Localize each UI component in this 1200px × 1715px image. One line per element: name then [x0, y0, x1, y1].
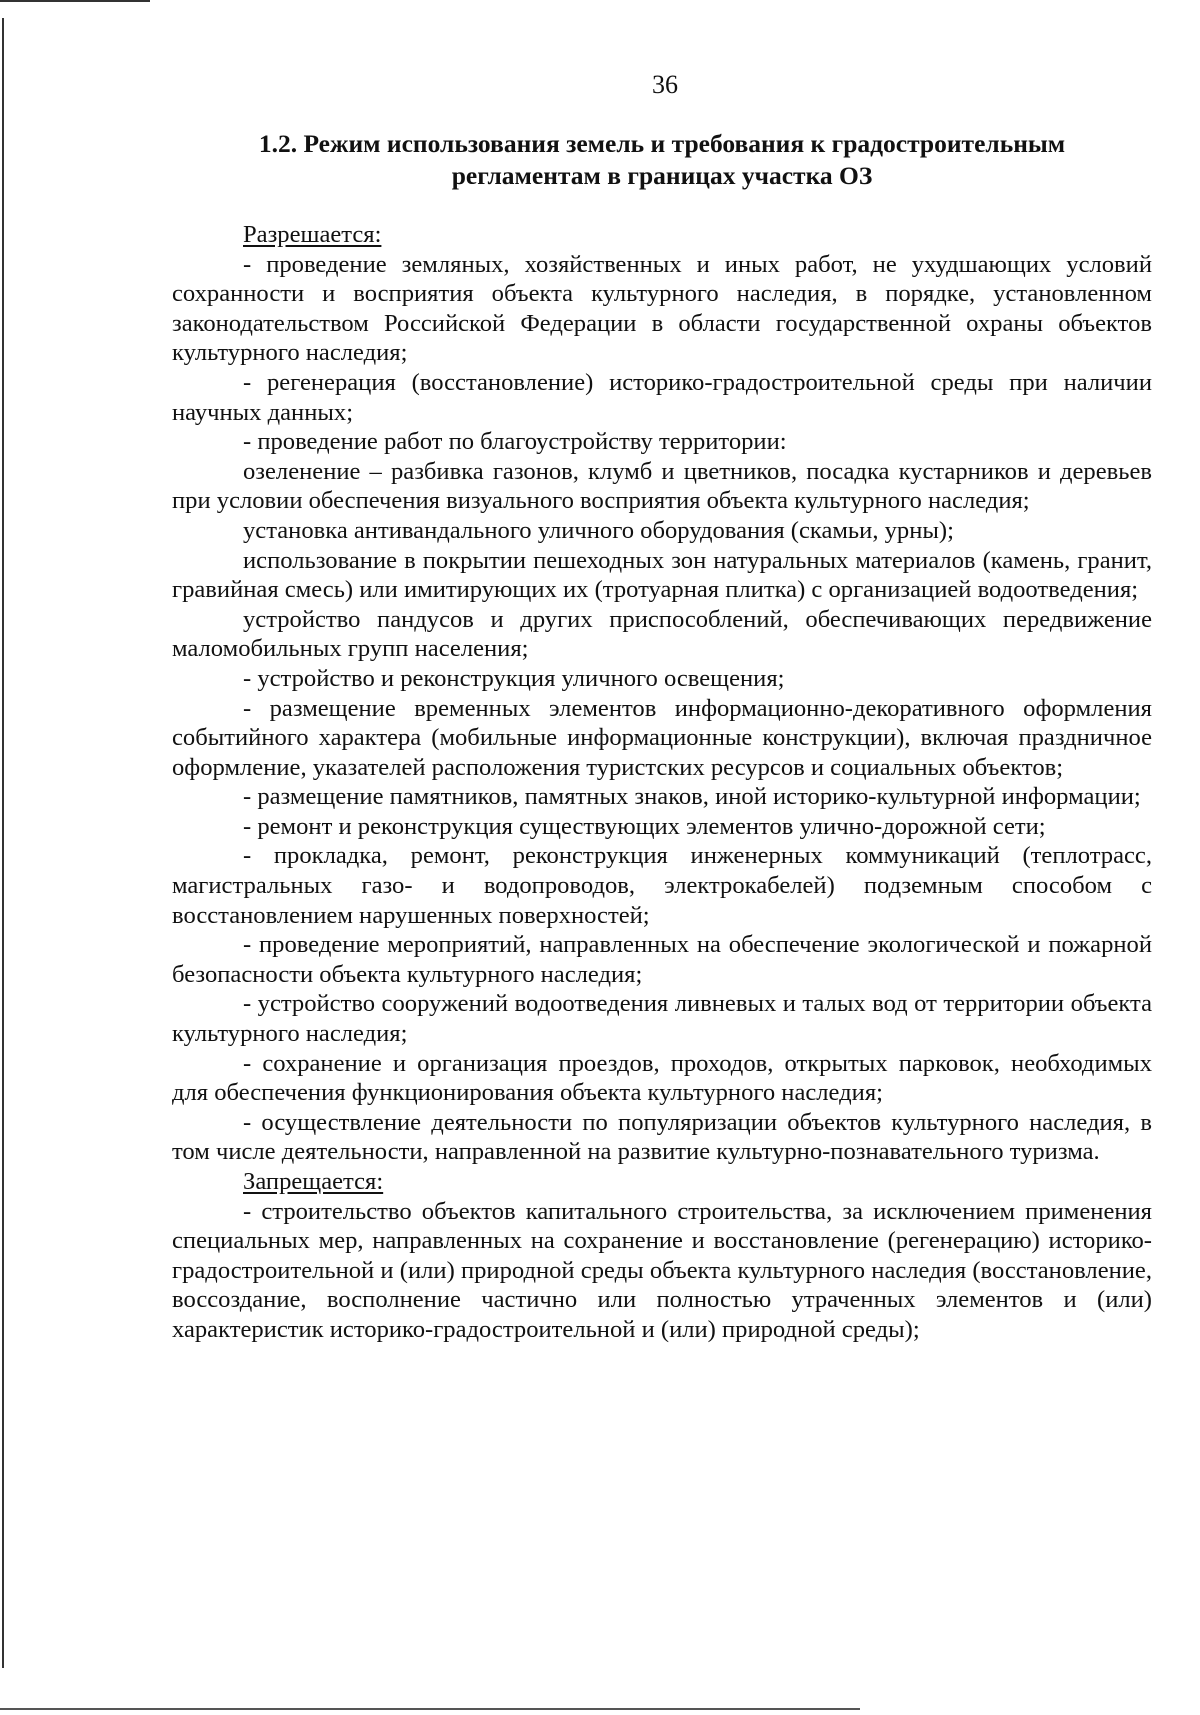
allowed-item: - ремонт и реконструкция существующих элементов улично-дорожной сети; — [243, 812, 1046, 840]
allowed-item: - сохранение и организация проездов, проходов, открытых парковок, необходимых для обеспечения функционирования объекта культурного наследия; — [172, 1049, 1152, 1107]
allowed-item: - устройство и реконструкция уличного освещения; — [243, 664, 785, 692]
prohibited-item: - строительство объектов капитального строительства, за исключением применения специальных мер, направленных на сохранение и восстановление (регенерацию) историко-градостроительной и (или) природной среды объекта культурного наследия (восстановление, воссоздание, восполнение частично или полностью утраченных элементов и (или) характеристик историко-градостроительной и (или) природной среды); — [172, 1197, 1152, 1343]
allowed-item: использование в покрытии пешеходных зон натуральных материалов (камень, гранит, гравийная смесь) или имитирующих их (тротуарная плитка) с организацией водоотведения; — [172, 546, 1152, 604]
allowed-item: - проведение работ по благоустройству территории: — [243, 428, 787, 456]
section-title — [172, 128, 1152, 192]
section-title-line-2: регламентам в границах участка ОЗ — [451, 161, 873, 190]
section-title-line-1: 1.2. Режим использования земель и требования к градостроительным — [258, 129, 1066, 158]
allowed-item: устройство пандусов и других приспособлений, обеспечивающих передвижение маломобильных групп населения; — [172, 605, 1152, 663]
allowed-item: озеленение – разбивка газонов, клумб и цветников, посадка кустарников и деревьев при условии обеспечения визуального восприятия объекта культурного наследия; — [172, 457, 1152, 515]
prohibited-heading: Запрещается: — [243, 1168, 384, 1195]
allowed-item: - регенерация (восстановление) историко-градостроительной среды при наличии научных данных; — [172, 368, 1152, 426]
scan-edge-bottom — [0, 1708, 860, 1710]
allowed-item: установка антивандального уличного оборудования (скамьи, урны); — [243, 516, 954, 544]
document-body — [172, 220, 1152, 1345]
allowed-item: - прокладка, ремонт, реконструкция инженерных коммуникаций (теплотрасс, магистральных газо- и водопроводов, электрокабелей) подземным способом с восстановлением нарушенных поверхностей; — [172, 842, 1152, 929]
allowed-item: - устройство сооружений водоотведения ливневых и талых вод от территории объекта культурного наследия; — [172, 990, 1152, 1048]
scan-edge-left — [2, 18, 4, 1668]
page-number: 36 — [652, 70, 678, 99]
allowed-item: - проведение земляных, хозяйственных и иных работ, не ухудшающих условий сохранности и восприятия объекта культурного наследия, в порядке, установленном законодательством Российской Федерации в области государственной охраны объектов культурного наследия; — [172, 250, 1152, 367]
allowed-item: - осуществление деятельности по популяризации объектов культурного наследия, в том числе деятельности, направленной на развитие культурно-познавательного туризма. — [172, 1108, 1152, 1166]
allowed-heading: Разрешается: — [243, 221, 382, 248]
allowed-item: - проведение мероприятий, направленных на обеспечение экологической и пожарной безопасности объекта культурного наследия; — [172, 931, 1152, 988]
allowed-item: - размещение временных элементов информационно-декоративного оформления событийного характера (мобильные информационные конструкции), включая праздничное оформление, указателей расположения туристских ресурсов и социальных объектов; — [172, 694, 1152, 781]
scan-edge-top — [0, 0, 150, 2]
allowed-item: - размещение памятников, памятных знаков, иной историко-культурной информации; — [243, 783, 1141, 811]
